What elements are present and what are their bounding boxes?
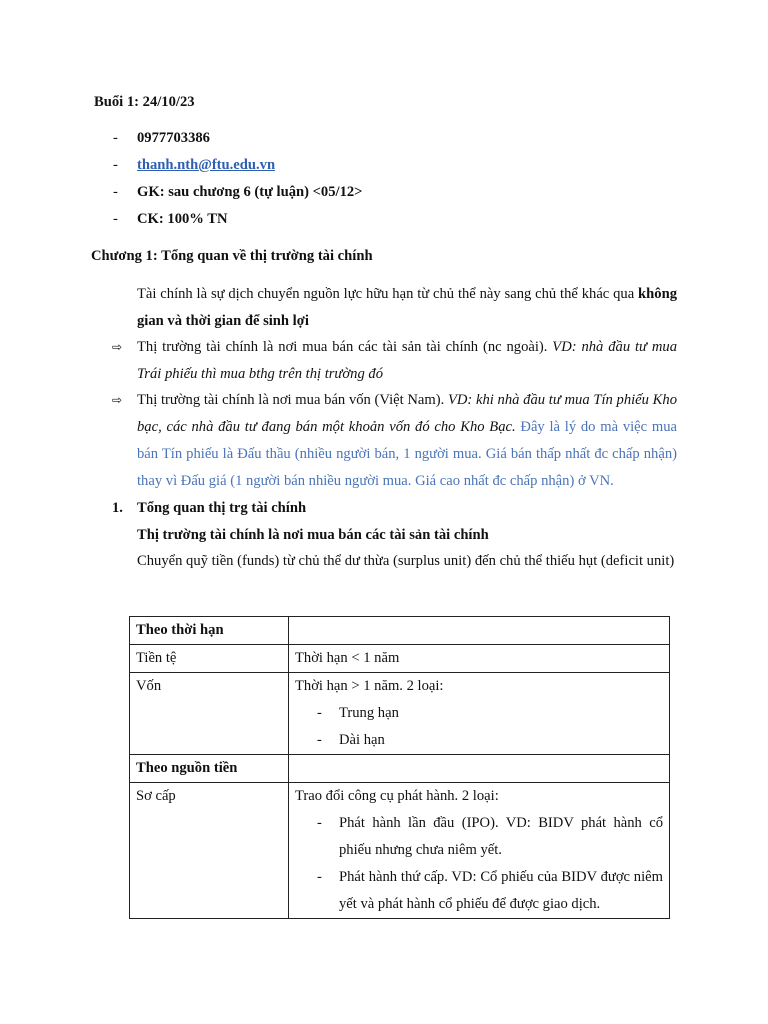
arrow-item-1-plain: Thị trường tài chính là nơi mua bán các tài sản tài chính (nc ngoài). bbox=[137, 339, 553, 355]
table-row bbox=[130, 673, 670, 755]
list-item: - Trung hạn bbox=[317, 705, 399, 721]
arrow-item-1-text bbox=[137, 334, 677, 388]
table-row bbox=[130, 783, 670, 919]
list-item-text: Phát hành lần đầu (IPO). VD: BIDV phát hành cổ phiếu nhưng chưa niêm yết. bbox=[339, 815, 663, 858]
chapter-title: Chương 1: Tổng quan về thị trường tài chính bbox=[91, 248, 373, 264]
phone-text: 0977703386 bbox=[137, 130, 210, 146]
table-label-cell: Sơ cấp bbox=[130, 783, 289, 919]
definition-paragraph bbox=[137, 281, 677, 335]
table-row bbox=[130, 617, 670, 645]
list-item: - Phát hành lần đầu (IPO). VD: BIDV phát hành cổ phiếu nhưng chưa niêm yết. bbox=[317, 815, 663, 858]
table-value-cell: Thời hạn < 1 năm bbox=[289, 645, 670, 673]
table-label-cell: Vốn bbox=[130, 673, 289, 755]
contact-gk bbox=[0, 179, 768, 206]
table-empty-cell bbox=[289, 755, 670, 783]
dash-bullet: - bbox=[113, 211, 118, 227]
arrow-item-2-plain: Thị trường tài chính là nơi mua bán vốn (Việt Nam). bbox=[137, 392, 448, 408]
list-item-text: Dài hạn bbox=[339, 732, 385, 748]
contact-email bbox=[0, 152, 768, 179]
list-item-text: Phát hành thứ cấp. VD: Cổ phiếu của BIDV được niêm yết và phát hành cổ phiếu để được giao dịch. bbox=[339, 869, 663, 912]
arrow-item-1-italic: VD: nhà đầu tư mua Trái phiếu thì mua bthg trên thị trường đó bbox=[137, 339, 677, 382]
list-item-text: Trung hạn bbox=[339, 705, 399, 721]
session-title: Buổi 1: 24/10/23 bbox=[94, 94, 195, 110]
section-title: Tổng quan thị trg tài chính bbox=[137, 500, 307, 516]
table-row bbox=[130, 645, 670, 673]
contact-phone bbox=[0, 125, 768, 152]
table-empty-cell bbox=[289, 617, 670, 645]
section-body: Chuyển quỹ tiền (funds) từ chủ thể dư thừa (surplus unit) đến chủ thể thiếu hụt (deficit unit) bbox=[137, 553, 675, 569]
email-link[interactable]: thanh.nth@ftu.edu.vn bbox=[137, 157, 276, 173]
section-subtitle: Thị trường tài chính là nơi mua bán các tài sản tài chính bbox=[137, 527, 489, 543]
table-header-cell: Theo nguồn tiền bbox=[130, 755, 289, 783]
contact-ck bbox=[0, 206, 768, 233]
table-row bbox=[130, 755, 670, 783]
list-item: - Dài hạn bbox=[317, 732, 385, 748]
gk-text: GK: sau chương 6 (tự luận) <05/12> bbox=[137, 184, 363, 200]
dash-bullet: - bbox=[113, 157, 118, 173]
dash-bullet: - bbox=[113, 184, 118, 200]
cell-intro: Trao đổi công cụ phát hành. 2 loại: bbox=[295, 788, 499, 804]
table-value-cell bbox=[289, 673, 670, 755]
dash-bullet: - bbox=[113, 130, 118, 146]
table-value-cell bbox=[289, 783, 670, 919]
arrow-item-2-italic: VD: khi nhà đầu tư mua Tín phiếu Kho bạc, các nhà đầu tư đang bán một khoản vốn đó cho Kho Bạc. bbox=[137, 392, 677, 435]
section-number: 1. bbox=[112, 500, 123, 516]
arrow-item-2-blue-note: Đây là lý do mà việc mua bán Tín phiếu là Đấu thầu (nhiều người bán, 1 người mua. Giá bán thấp nhất đc chấp nhận) thay vì Đấu giá (1 người bán nhiều người mua. Giá cao nhất đc chấp nhận) ở VN. bbox=[137, 419, 678, 489]
table-header-cell: Theo thời hạn bbox=[130, 617, 289, 645]
market-classification-table bbox=[129, 616, 670, 919]
ck-text: CK: 100% TN bbox=[137, 211, 228, 227]
cell-intro: Thời hạn > 1 năm. 2 loại: bbox=[295, 678, 444, 694]
table-label-cell: Tiền tệ bbox=[130, 645, 289, 673]
arrow-bullet-icon: ⇨ bbox=[112, 393, 123, 407]
definition-text: Tài chính là sự dịch chuyển nguồn lực hữu hạn từ chủ thể này sang chủ thể khác qua bbox=[137, 286, 639, 302]
list-item: - Phát hành thứ cấp. VD: Cổ phiếu của BIDV được niêm yết và phát hành cổ phiếu để được giao dịch. bbox=[317, 869, 663, 912]
arrow-bullet-icon: ⇨ bbox=[112, 340, 123, 354]
definition-bold: không gian và thời gian để sinh lợi bbox=[137, 286, 677, 329]
arrow-item-2-text bbox=[137, 387, 677, 495]
